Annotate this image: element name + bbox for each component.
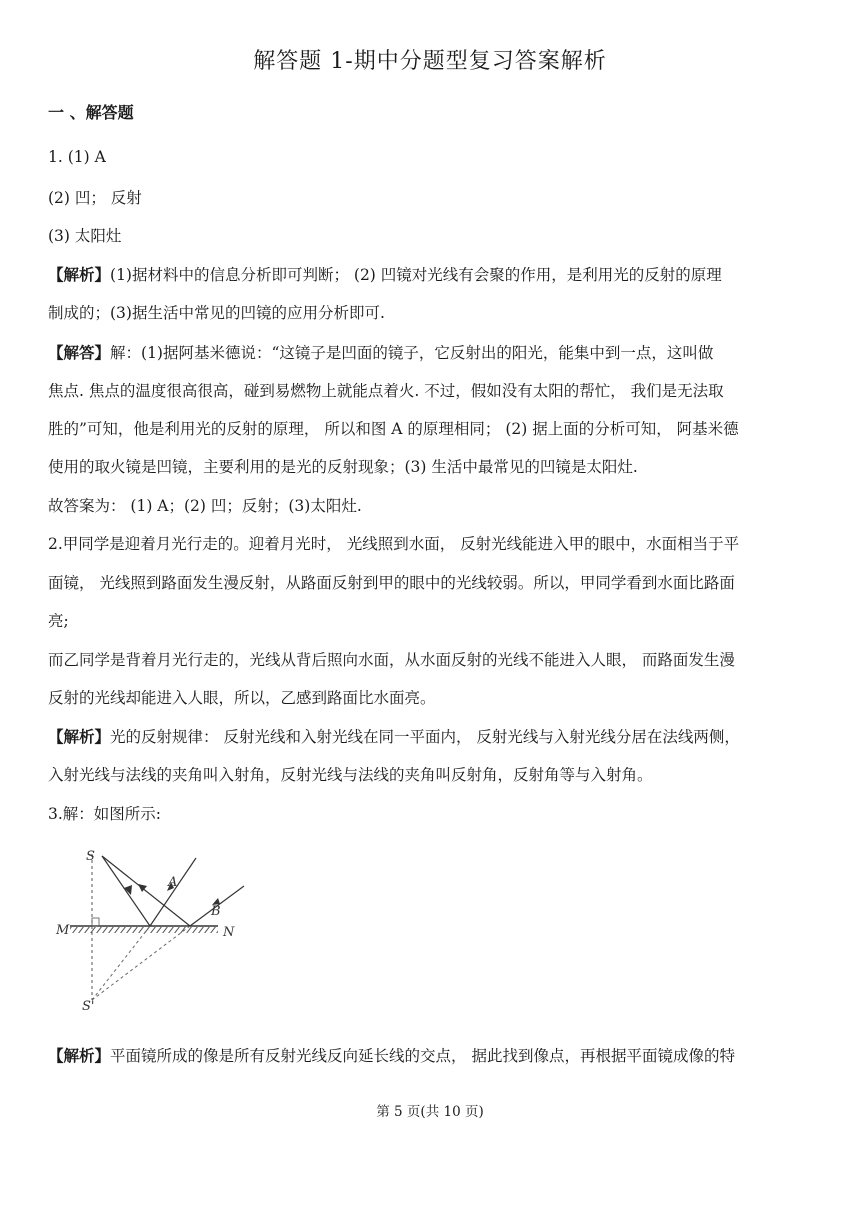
q2-line-4: 而乙同学是背着月光行走的，光线从背后照向水面，从水面反射的光线不能进入人眼， 而路面发生漫 [48,651,735,669]
label-S-prime: S' [82,999,95,1013]
right-angle-mark [92,918,99,926]
analysis-text: 平面镜所成的像是所有反射光线反向延长线的交点， 据此找到像点，再根据平面镜成像的特 [110,1047,735,1065]
answer-text: 解：(1)据阿基米德说：“这镜子是凹面的镜子，它反射出的阳光，能集中到一点，这叫做 [110,344,714,362]
q1-answer-2: (2) 凹； 反射 [48,189,142,207]
section-heading: 一 、解答题 [48,103,134,122]
page-footer: 第 5 页(共 10 页) [376,1104,484,1120]
plane-mirror-diagram [48,838,263,1013]
q1-final-answer: 故答案为： (1) A；(2) 凹；反射；(3)太阳灶. [48,497,362,515]
q2-line-2: 面镜， 光线照到路面发生漫反射，从路面反射到甲的眼中的光线较弱。所以，甲同学看到水面比路面 [48,574,735,592]
label-B: B [211,904,221,919]
q3-analysis-line-1 [48,1044,735,1066]
q2-analysis-line-1 [48,725,740,747]
q1-answer-line-2: 焦点. 焦点的温度很高很高，碰到易燃物上就能点着火. 不过，假如没有太阳的帮忙， 我们是无法取 [48,382,724,400]
analysis-tag: 【解析】 [48,266,111,284]
q1-analysis-line-2: 制成的；(3)据生活中常见的凹镜的应用分析即可. [48,304,385,322]
q1-answer-1: 1. (1) A [48,148,106,166]
q1-answer-line-1 [48,341,713,363]
q1-answer-line-4: 使用的取火镜是凹镜，主要利用的是光的反射现象；(3) 生活中最常见的凹镜是太阳灶. [48,458,638,476]
analysis-tag: 【解析】 [48,1047,111,1065]
analysis-text: 光的反射规律： 反射光线和入射光线在同一平面内， 反射光线与入射光线分居在法线两侧， [110,728,740,746]
q1-answer-3: (3) 太阳灶 [48,227,122,245]
label-N: N [223,925,235,940]
q2-line-1: 2.甲同学是迎着月光行走的。迎着月光时， 光线照到水面， 反射光线能进入甲的眼中，水面相当于平 [48,535,740,553]
q2-line-3: 亮; [48,612,69,630]
label-A: A [168,875,178,890]
analysis-tag: 【解析】 [48,728,111,746]
q2-analysis-line-2: 入射光线与法线的夹角叫入射角，反射光线与法线的夹角叫反射角，反射角等与入射角。 [48,766,653,784]
label-S: S [86,849,95,864]
analysis-text: (1)据材料中的信息分析即可判断； (2) 凹镜对光线有会聚的作用，是利用光的反射的原理 [110,266,722,284]
q1-analysis-line-1 [48,263,722,285]
q2-line-5: 反射的光线却能进入人眼，所以，乙感到路面比水面亮。 [48,689,436,707]
incident-ray-2 [102,856,190,926]
reflected-ray-A [150,858,196,926]
q1-answer-line-3: 胜的”可知，他是利用光的反射的原理， 所以和图 A 的原理相同； (2) 据上面的分析可知， 阿基米德 [48,420,739,438]
q3-intro: 3.解：如图所示: [48,805,162,823]
page-title: 解答题 1-期中分题型复习答案解析 [253,49,607,74]
label-M: M [56,923,70,938]
answer-tag: 【解答】 [48,344,111,362]
